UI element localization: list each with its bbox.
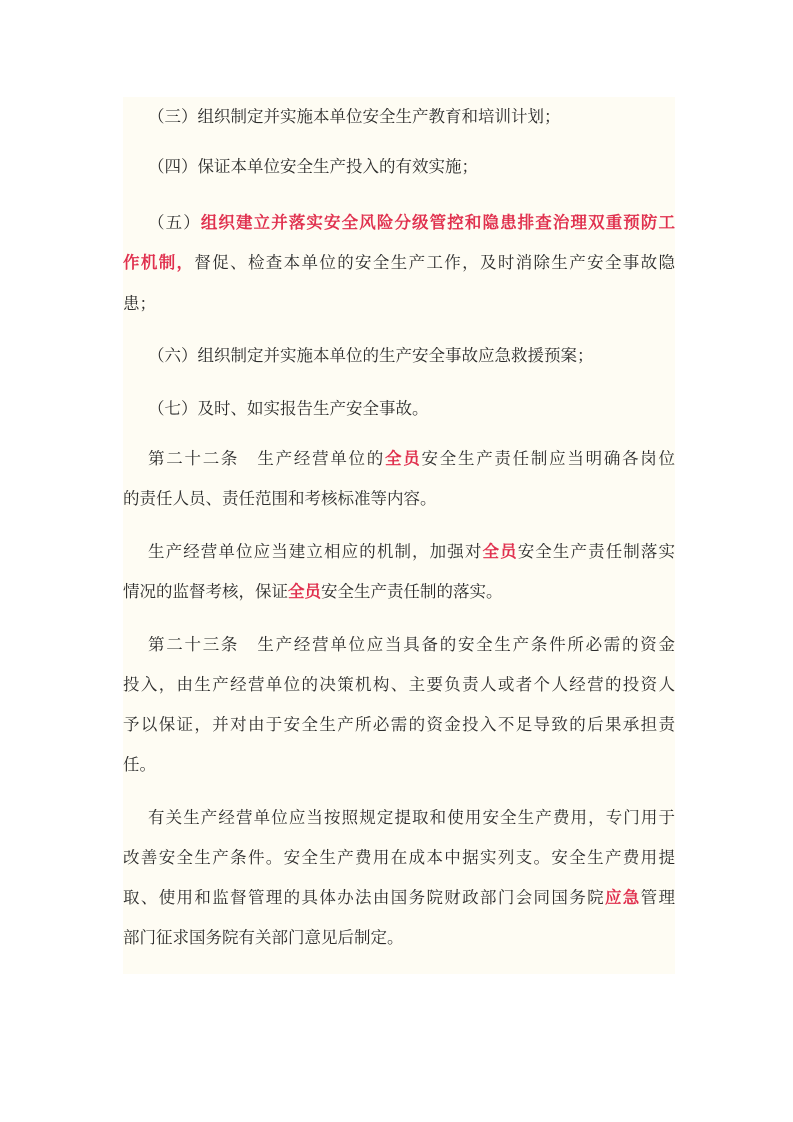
article-23-line-4: [123, 749, 675, 781]
text-run: 部门征求国务院有关部门意见后制定。: [123, 928, 404, 947]
text-run: 安全生产责任制落实: [517, 542, 675, 561]
text-run: 生产经营单位应当建立相应的机制，加强对: [148, 542, 483, 561]
text-run: 情况的监督考核，保证: [123, 582, 288, 601]
item-6-line: [123, 340, 675, 372]
item-3-line: [123, 101, 675, 133]
text-run: （五）: [148, 213, 201, 232]
article-23-line-3: [123, 709, 675, 741]
text-run: 的责任人员、责任范围和考核标准等内容。: [123, 489, 437, 508]
emphasis-text: 应急: [604, 888, 641, 907]
text-run: 有关生产经营单位应当按照规定提取和使用安全生产费用，专门用于: [148, 808, 675, 827]
article-22-line-1: [123, 443, 675, 475]
item-5-line-2: [123, 247, 675, 279]
paragraph-2-line-2: [123, 576, 675, 608]
article-23-line-2: [123, 669, 675, 701]
emphasis-text: 全员: [482, 542, 518, 561]
text-run: 投入，由生产经营单位的决策机构、主要负责人或者个人经营的投资人: [123, 675, 675, 694]
text-run: 督促、检查本单位的安全生产工作，及时消除生产安全事故隐: [194, 253, 675, 272]
text-run: （七）及时、如实报告生产安全事故。: [148, 399, 429, 418]
text-run: 安全生产责任制的落实。: [321, 582, 503, 601]
text-run: 安全生产责任制应当明确各岗位: [421, 449, 675, 468]
text-run: 改善安全生产条件。安全生产费用在成本中据实列支。安全生产费用提: [123, 848, 675, 867]
emphasis-text: 作机制，: [123, 253, 195, 272]
text-run: （三）组织制定并实施本单位安全生产教育和培训计划；: [148, 107, 561, 126]
paragraph-4-line-4: [123, 922, 675, 954]
emphasis-text: 组织建立并落实安全风险分级管控和隐患排查治理双重预防工: [200, 213, 675, 232]
item-5-line-1: [123, 207, 675, 239]
text-run: （四）保证本单位安全生产投入的有效实施；: [148, 157, 478, 176]
emphasis-text: 全员: [385, 449, 422, 468]
item-7-line: [123, 393, 675, 425]
paragraph-2-line-1: [123, 536, 675, 568]
document-text-block: [123, 97, 675, 974]
text-run: 第二十二条 生产经营单位的: [148, 449, 386, 468]
paragraph-4-line-3: [123, 882, 675, 914]
text-run: 第二十三条 生产经营单位应当具备的安全生产条件所必需的资金: [148, 635, 675, 654]
text-run: 患；: [123, 294, 156, 313]
text-run: （六）组织制定并实施本单位的生产安全事故应急救援预案；: [148, 346, 594, 365]
text-run: 取、使用和监督管理的具体办法由国务院财政部门会同国务院: [123, 888, 605, 907]
text-run: 予以保证，并对由于安全生产所必需的资金投入不足导致的后果承担责: [123, 715, 675, 734]
text-run: 管理: [640, 888, 675, 907]
paragraph-4-line-1: [123, 802, 675, 834]
item-5-line-3: [123, 288, 675, 320]
item-4-line: [123, 151, 675, 183]
paragraph-4-line-2: [123, 842, 675, 874]
article-22-line-2: [123, 483, 675, 515]
article-23-line-1: [123, 629, 675, 661]
emphasis-text: 全员: [288, 582, 321, 601]
text-run: 任。: [123, 755, 156, 774]
